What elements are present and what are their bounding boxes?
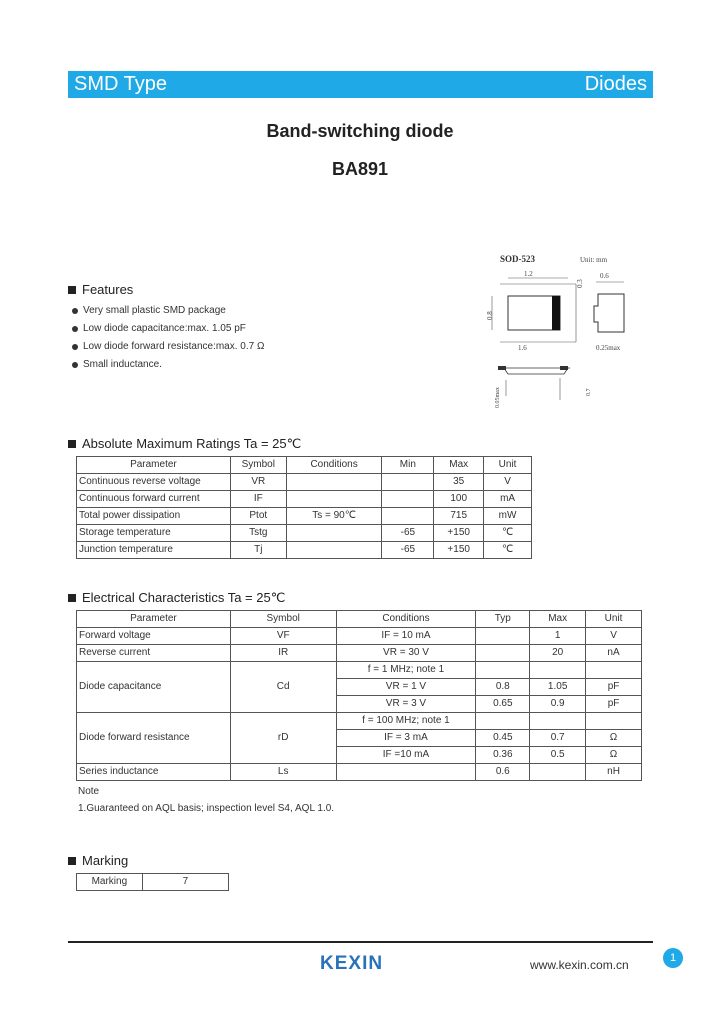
note-text: 1.Guaranteed on AQL basis; inspection level S4, AQL 1.0. xyxy=(78,803,335,814)
table-row: VR = 3 V 0.65 0.9 pF xyxy=(77,696,642,713)
dim-side-width: 0.6 xyxy=(600,272,609,280)
table-row: IF =10 mA 0.36 0.5 Ω xyxy=(77,747,642,764)
features-heading xyxy=(68,282,133,297)
table-row: Diode capacitance Cd f = 1 MHz; note 1 xyxy=(77,662,642,679)
package-name: SOD-523 xyxy=(500,254,536,264)
table-row: Continuous forward current IF 100 mA xyxy=(77,491,532,508)
table-row: IF = 3 mA 0.45 0.7 Ω xyxy=(77,730,642,747)
elec-table xyxy=(76,610,642,781)
part-number: BA891 xyxy=(331,159,389,179)
table-row: Continuous reverse voltage VR 35 V xyxy=(77,474,532,491)
table-row: Storage temperature Tstg -65 +150 ℃ xyxy=(77,525,532,542)
marking-table xyxy=(76,873,229,891)
list-item: Low diode capacitance:max. 1.05 pF xyxy=(72,320,264,338)
table-header-row: Parameter Symbol Conditions Min Max Unit xyxy=(77,457,532,474)
abs-max-table xyxy=(76,456,532,559)
table-row: Diode forward resistance rD f = 100 MHz; note 1 xyxy=(77,713,642,730)
page-title: Band-switching diode xyxy=(266,121,454,141)
dim-pad: 0.05max xyxy=(495,387,501,408)
header-left-text: SMD Type xyxy=(74,73,167,95)
abs-max-heading xyxy=(68,436,301,452)
dim-side-height: 0.3 xyxy=(576,279,584,288)
elec-title: Electrical Characteristics Ta = 25℃ xyxy=(82,590,286,605)
dim-thick: 0.7 xyxy=(586,388,592,396)
company-logo: KEXIN xyxy=(320,953,384,974)
list-item: Small inductance. xyxy=(72,356,264,374)
dim-height: 0.8 xyxy=(486,311,494,320)
bullet-square-icon xyxy=(68,440,76,448)
dim-lead: 0.25max xyxy=(596,344,621,352)
dim-length: 1.6 xyxy=(518,344,527,352)
website-link[interactable]: www.kexin.com.cn xyxy=(530,958,629,972)
bullet-square-icon xyxy=(68,594,76,602)
list-item: Very small plastic SMD package xyxy=(72,302,264,320)
side-view-body xyxy=(594,294,624,332)
bullet-dot-icon xyxy=(72,344,78,350)
bullet-dot-icon xyxy=(72,326,78,332)
table-row: Reverse current IR VR = 30 V 20 nA xyxy=(77,645,642,662)
bottom-profile xyxy=(500,368,570,374)
bullet-square-icon xyxy=(68,857,76,865)
dim-top-width: 1.2 xyxy=(524,270,533,278)
features-list xyxy=(72,302,264,374)
list-item: Low diode forward resistance:max. 0.7 Ω xyxy=(72,338,264,356)
header-right-text: Diodes xyxy=(584,73,647,95)
table-row: Series inductance Ls 0.6 nH xyxy=(77,764,642,781)
table-row: Total power dissipation Ptot Ts = 90℃ 715 mW xyxy=(77,508,532,525)
package-unit: Unit: mm xyxy=(580,256,608,264)
footer-divider xyxy=(68,941,653,943)
header-banner xyxy=(68,71,653,98)
package-outline-drawing xyxy=(470,250,655,420)
elec-heading xyxy=(68,590,285,606)
cathode-band xyxy=(552,296,560,330)
bullet-dot-icon xyxy=(72,308,78,314)
marking-heading xyxy=(68,853,128,868)
table-row: Marking 7 xyxy=(77,874,229,891)
bullet-square-icon xyxy=(68,286,76,294)
table-row: VR = 1 V 0.8 1.05 pF xyxy=(77,679,642,696)
marking-title: Marking xyxy=(82,853,129,868)
features-title: Features xyxy=(82,282,134,297)
table-row: Forward voltage VF IF = 10 mA 1 V xyxy=(77,628,642,645)
note-label: Note xyxy=(78,786,100,797)
abs-max-title: Absolute Maximum Ratings Ta = 25℃ xyxy=(82,436,302,451)
page-number-badge: 1 xyxy=(663,948,683,968)
table-header-row: Parameter Symbol Conditions Typ Max Unit xyxy=(77,611,642,628)
bullet-dot-icon xyxy=(72,362,78,368)
table-row: Junction temperature Tj -65 +150 ℃ xyxy=(77,542,532,559)
